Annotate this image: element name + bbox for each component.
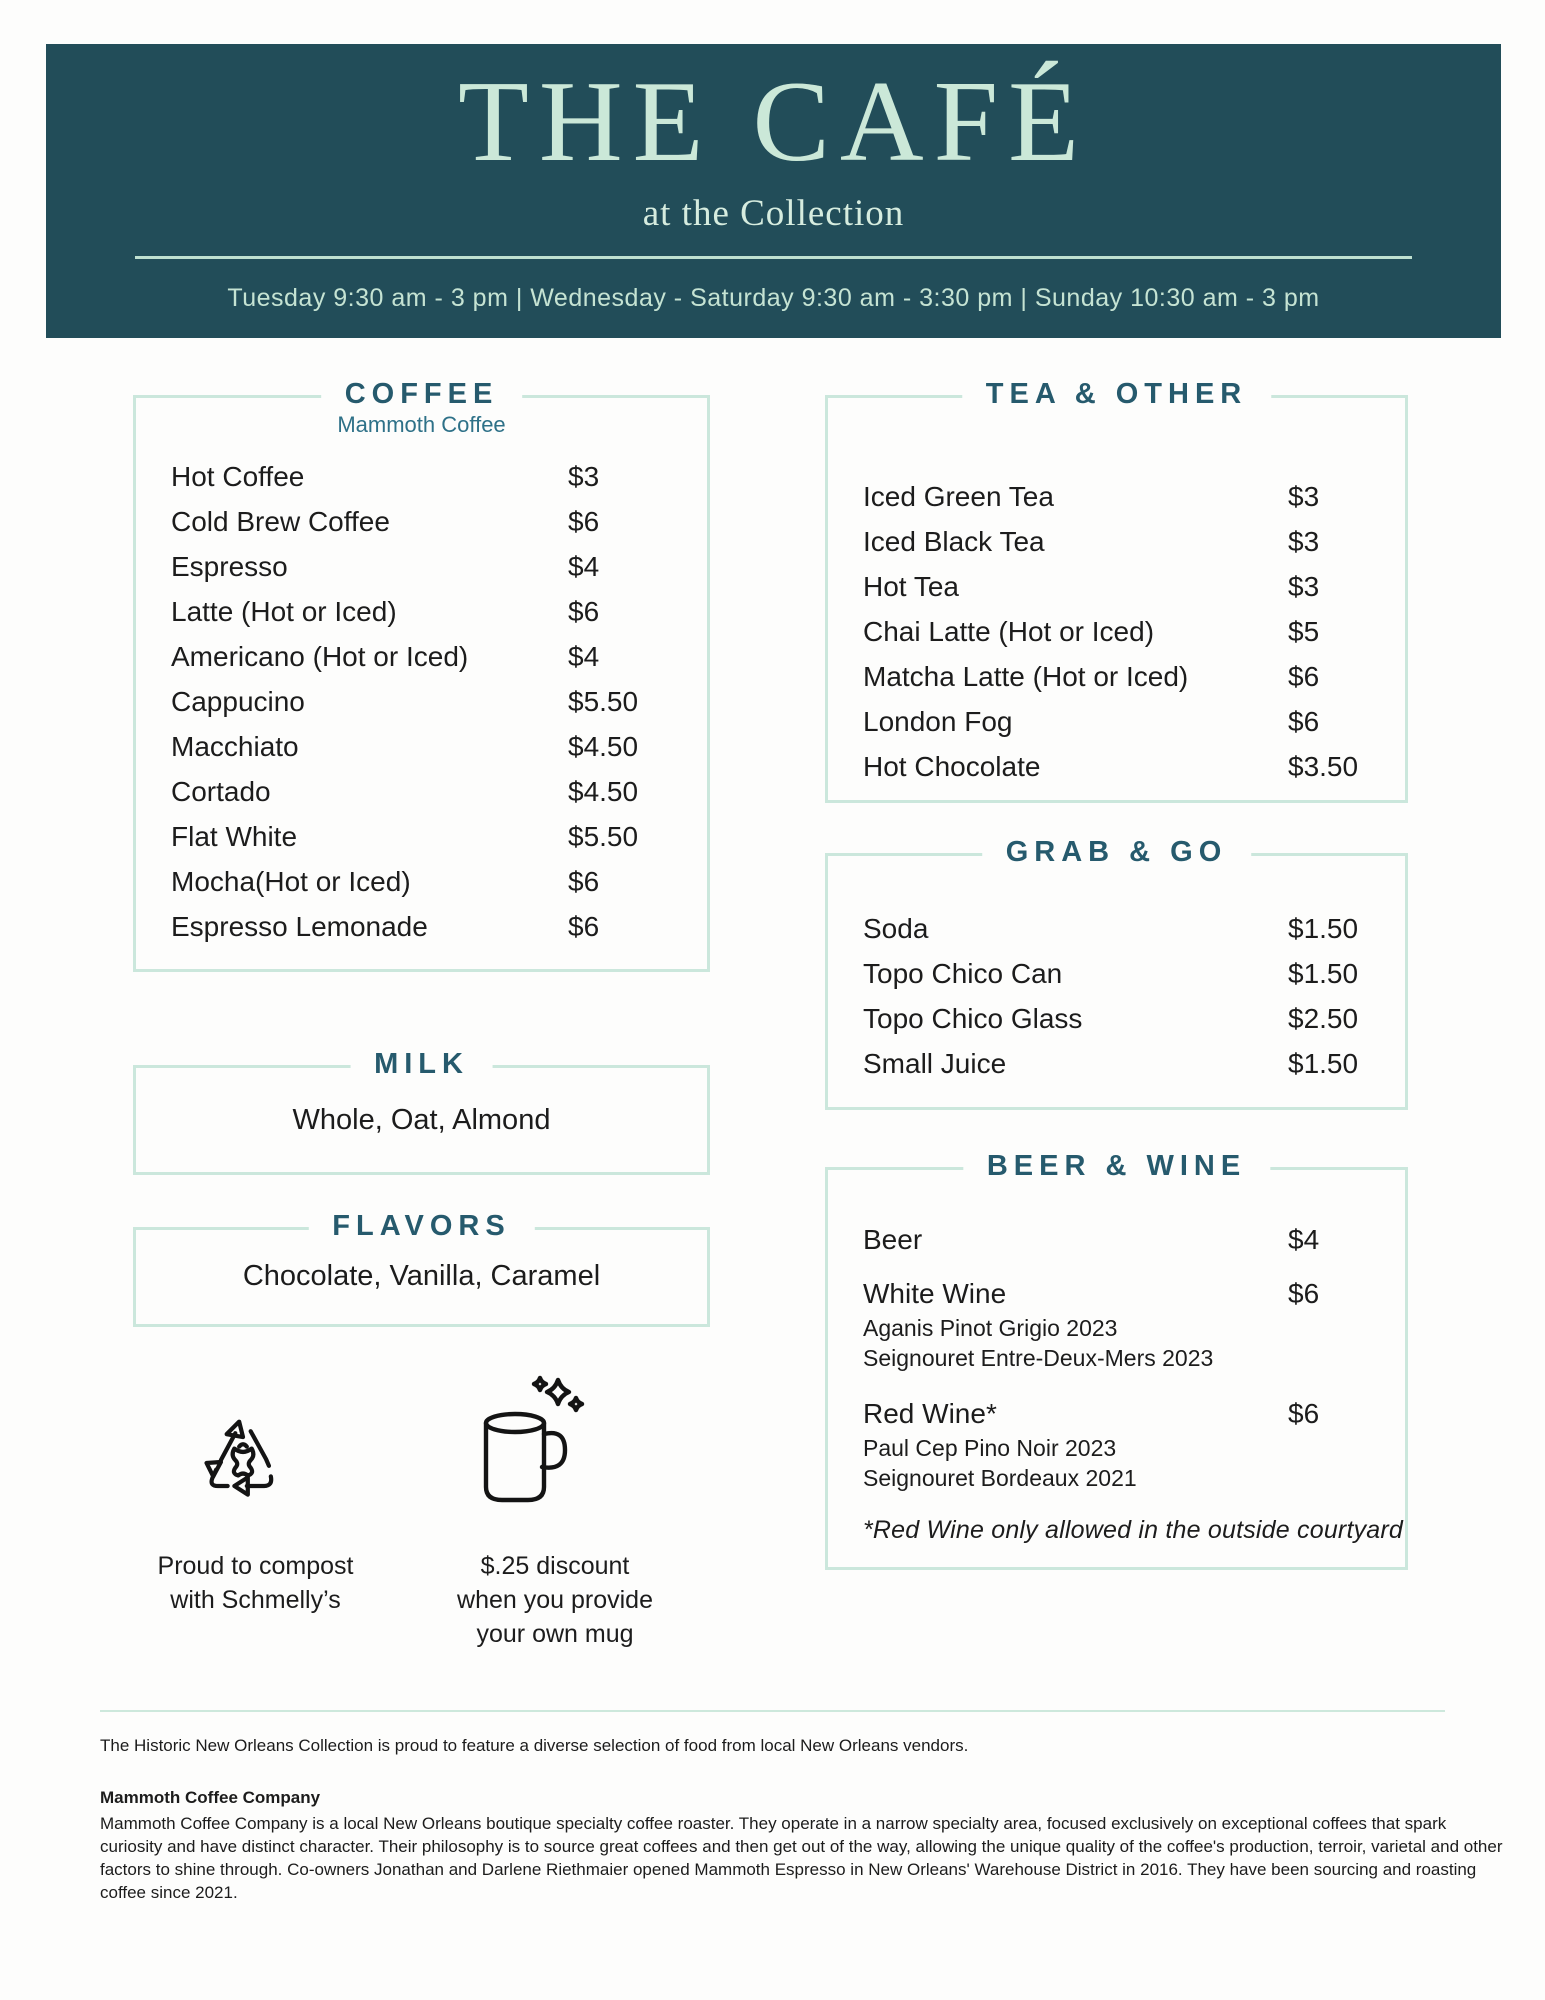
menu-item-row: [863, 745, 1385, 790]
tea-section-title: TEA & OTHER: [962, 378, 1271, 411]
menu-item-row: [863, 907, 1385, 952]
menu-item-row: [863, 700, 1385, 745]
menu-item-row: [863, 1042, 1385, 1087]
white-wine-price: $6: [1288, 1278, 1320, 1309]
mug-caption-line: your own mug: [476, 1620, 634, 1648]
item-name: Hot Coffee: [171, 461, 305, 492]
coffee-section-title: COFFEE: [321, 378, 523, 411]
item-name: Topo Chico Can: [863, 958, 1063, 989]
item-price: $3: [1288, 571, 1320, 602]
item-price: $4: [568, 641, 600, 672]
item-price: $2.50: [1288, 1003, 1359, 1034]
red-wine-option: Seignouret Bordeaux 2021: [863, 1465, 1137, 1491]
item-name: Cappucino: [171, 686, 305, 717]
beer-item-name: Beer: [863, 1224, 923, 1255]
beer-and-wine-section: [825, 1150, 1408, 1570]
red-wine-price: $6: [1288, 1398, 1320, 1429]
grab-and-go-section-title: GRAB & GO: [982, 836, 1252, 869]
white-wine-option: Seignouret Entre-Deux-Mers 2023: [863, 1345, 1214, 1371]
compost-caption-line: Proud to compost: [157, 1552, 354, 1580]
menu-item-row: [863, 952, 1385, 997]
item-name: Espresso: [171, 551, 288, 582]
flavor-options: Chocolate, Vanilla, Caramel: [242, 1260, 601, 1292]
item-price: $6: [568, 866, 600, 897]
item-price: $1.50: [1288, 913, 1359, 944]
coffee-item-list: [171, 455, 687, 950]
item-price: $6: [1288, 661, 1320, 692]
footer-divider-line: [100, 1710, 1445, 1712]
menu-item-row: [171, 815, 687, 860]
item-name: Espresso Lemonade: [171, 911, 428, 942]
menu-item-row: [863, 610, 1385, 655]
menu-item-row: [863, 475, 1385, 520]
item-price: $5.50: [568, 686, 639, 717]
item-price: $6: [568, 596, 600, 627]
opening-hours: Tuesday 9:30 am - 3 pm | Wednesday - Saturday 9:30 am - 3:30 pm | Sunday 10:30 am - 3 pm: [227, 284, 1320, 312]
item-price: $4.50: [568, 731, 639, 762]
item-name: Americano (Hot or Iced): [171, 641, 469, 672]
grab-and-go-section: [825, 836, 1408, 1110]
item-price: $1.50: [1288, 1048, 1359, 1079]
item-name: Iced Green Tea: [863, 481, 1054, 512]
mug-caption-line: when you provide: [457, 1586, 653, 1614]
flavors-section: [133, 1210, 710, 1327]
item-name: Latte (Hot or Iced): [171, 596, 397, 627]
menu-item-row: [171, 455, 687, 500]
item-name: Mocha(Hot or Iced): [171, 866, 411, 897]
menu-item-row: [171, 500, 687, 545]
menu-item-row: [863, 565, 1385, 610]
item-name: Topo Chico Glass: [863, 1003, 1083, 1034]
vendor-heading: Mammoth Coffee Company: [100, 1788, 321, 1807]
compost-caption-line: with Schmelly’s: [170, 1586, 341, 1614]
item-price: $5.50: [568, 821, 639, 852]
menu-item-row: [171, 590, 687, 635]
tea-section: [825, 378, 1408, 803]
menu-item-row: [171, 545, 687, 590]
mug-caption-line: $.25 discount: [480, 1552, 630, 1580]
tea-item-list: [863, 475, 1385, 790]
item-price: $6: [568, 911, 600, 942]
item-name: Matcha Latte (Hot or Iced): [863, 661, 1189, 692]
menu-item-row: [171, 680, 687, 725]
compost-caption: [118, 1549, 393, 1617]
item-price: $6: [568, 506, 600, 537]
coffee-section: [133, 378, 710, 972]
menu-item-row: [171, 860, 687, 905]
mug-discount-caption: [415, 1549, 695, 1651]
item-name: London Fog: [863, 706, 1013, 737]
item-name: Flat White: [171, 821, 298, 852]
compost-recycle-icon: [195, 1406, 291, 1522]
item-price: $3: [1288, 526, 1320, 557]
red-wine-name: Red Wine*: [863, 1398, 997, 1429]
beer-and-wine-section-title: BEER & WINE: [963, 1150, 1270, 1183]
milk-section: [133, 1048, 710, 1175]
item-price: $5: [1288, 616, 1320, 647]
item-price: $4.50: [568, 776, 639, 807]
red-wine-note: *Red Wine only allowed in the outside courtyard: [863, 1516, 1404, 1544]
item-name: Hot Chocolate: [863, 751, 1041, 782]
item-name: Cortado: [171, 776, 271, 807]
item-name: Chai Latte (Hot or Iced): [863, 616, 1155, 647]
menu-item-row: [171, 905, 687, 950]
item-price: $3.50: [1288, 751, 1359, 782]
cafe-subtitle: at the Collection: [642, 193, 905, 234]
item-price: $3: [1288, 481, 1320, 512]
item-price: $4: [568, 551, 600, 582]
menu-header-banner: [46, 44, 1501, 338]
coffee-roaster-subtitle: Mammoth Coffee: [337, 412, 506, 437]
menu-item-row: [171, 725, 687, 770]
menu-item-row: [863, 655, 1385, 700]
menu-item-row: [863, 997, 1385, 1042]
item-name: Macchiato: [171, 731, 299, 762]
item-price: $6: [1288, 706, 1320, 737]
vendor-description: Mammoth Coffee Company is a local New Orleans boutique specialty coffee roaster. They operate in a narrow specialty area, focused exclusively on exceptional coffees that spark curiosity and have distinct character. Their philosophy is to source great coffees and then get out of the way, allowing the unique quality of the coffee's production, terroir, varietal and other factors to shine through. Co-owners Jonathan and Darlene Riethmaier opened Mammoth Espresso in New Orleans' Warehouse District in 2016. They have been sourcing and roasting coffee since 2021.: [100, 1814, 1503, 1902]
item-price: $3: [568, 461, 600, 492]
footer-intro-text: The Historic New Orleans Collection is proud to feature a diverse selection of food from local New Orleans vendors.: [100, 1736, 969, 1755]
item-name: Hot Tea: [863, 571, 959, 602]
item-name: Iced Black Tea: [863, 526, 1045, 557]
milk-options: Whole, Oat, Almond: [292, 1104, 551, 1136]
item-name: Small Juice: [863, 1048, 1007, 1079]
header-divider-line: [135, 256, 1412, 259]
cafe-title: THE CAFÉ: [458, 58, 1089, 186]
sparkle-mug-icon: [468, 1372, 588, 1522]
beer-item-price: $4: [1288, 1224, 1320, 1255]
item-price: $1.50: [1288, 958, 1359, 989]
milk-section-title: MILK: [350, 1048, 493, 1081]
grab-and-go-item-list: [863, 907, 1385, 1087]
menu-item-row: [171, 635, 687, 680]
item-name: Cold Brew Coffee: [171, 506, 390, 537]
flavors-section-title: FLAVORS: [308, 1210, 534, 1243]
menu-item-row: [171, 770, 687, 815]
white-wine-option: Aganis Pinot Grigio 2023: [863, 1315, 1118, 1341]
item-name: Soda: [863, 913, 929, 944]
red-wine-option: Paul Cep Pino Noir 2023: [863, 1435, 1117, 1461]
white-wine-name: White Wine: [863, 1278, 1007, 1309]
menu-item-row: [863, 520, 1385, 565]
